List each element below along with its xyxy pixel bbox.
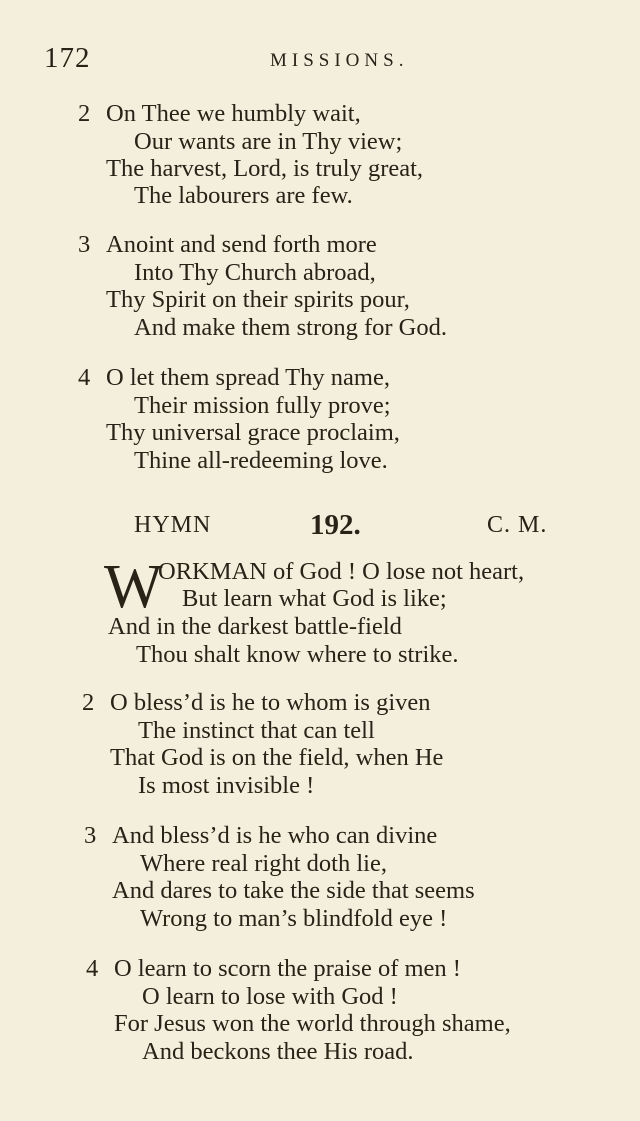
stanza-number: 4 (86, 955, 99, 982)
verse-line: The instinct that can tell (138, 717, 375, 744)
stanza-number: 3 (84, 822, 97, 849)
verse-line: Thine all-redeeming love. (134, 447, 388, 474)
verse-line: The harvest, Lord, is truly great, (106, 155, 424, 182)
verse-line: Their mission fully prove; (134, 392, 391, 419)
verse-line: Anoint and send forth more (106, 231, 377, 258)
verse-line: Thou shalt know where to strike. (136, 641, 459, 668)
verse-line: O bless’d is he to whom is given (110, 689, 431, 716)
verse-line: O let them spread Thy name, (106, 364, 390, 391)
verse-line: Thy universal grace proclaim, (106, 419, 400, 446)
stanza-number: 2 (82, 689, 95, 716)
stanza-number: 4 (78, 364, 91, 391)
drop-cap: W (104, 553, 163, 621)
verse-line: Into Thy Church abroad, (134, 259, 376, 286)
verse-line: O learn to lose with God ! (142, 983, 398, 1010)
verse-line: Our wants are in Thy view; (134, 128, 403, 155)
verse-line: And make them strong for God. (134, 314, 447, 341)
verse-line: But learn what God is like; (182, 585, 447, 612)
stanza-number: 3 (78, 231, 91, 258)
verse-line: ORKMAN of God ! O lose not heart, (158, 558, 525, 585)
verse-line: O learn to scorn the praise of men ! (114, 955, 461, 982)
hymn-meter: C. M. (487, 512, 548, 538)
verse-line: That God is on the field, when He (110, 744, 444, 771)
verse-line: And beckons thee His road. (142, 1038, 414, 1065)
verse-line: Thy Spirit on their spirits pour, (106, 286, 410, 313)
verse-line: The labourers are few. (134, 182, 353, 209)
verse-line: And bless’d is he who can divine (112, 822, 438, 849)
verse-line: Wrong to man’s blindfold eye ! (140, 905, 448, 932)
verse-line: On Thee we humbly wait, (106, 100, 361, 127)
verse-line: And in the darkest battle-field (108, 613, 402, 640)
verse-line: Where real right doth lie, (140, 850, 387, 877)
stanza-number: 2 (78, 100, 91, 127)
hymn-label: HYMN (134, 512, 212, 538)
verse-line: And dares to take the side that seems (112, 877, 475, 904)
page-number: 172 (44, 42, 91, 74)
verse-line: For Jesus won the world through shame, (114, 1010, 511, 1037)
running-head: MISSIONS. (270, 50, 409, 71)
hymn-number: 192. (310, 509, 361, 541)
verse-line: Is most invisible ! (138, 772, 315, 799)
